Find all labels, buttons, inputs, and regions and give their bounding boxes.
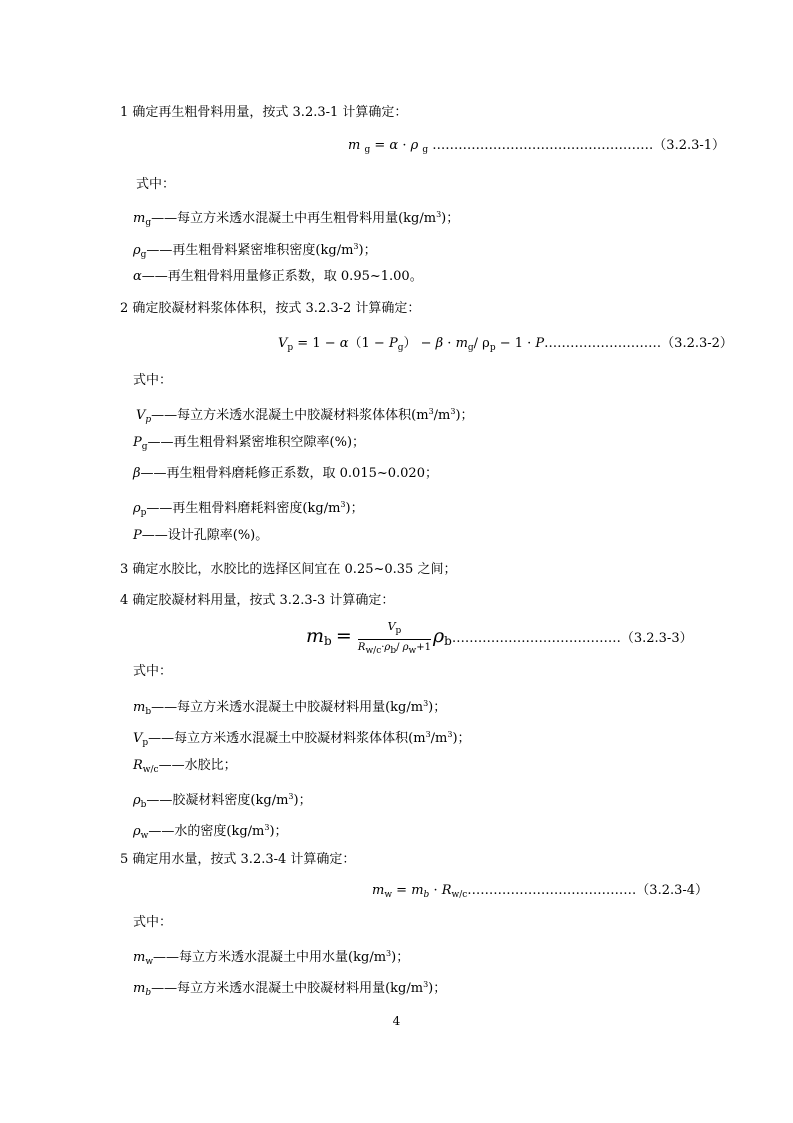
- def-mb-2: $m_b——$每立方米透水混凝土中胶凝材料用量$(kg/m^3)$；: [133, 980, 447, 998]
- leader-dots: ……………………………………………: [432, 138, 654, 153]
- leader-dots: …………………………………: [467, 883, 637, 898]
- equation-3-2-3-2: $V_p = 1 - \alpha(1 - P_g) - \beta \cdot m_g/$ $\rho_p - 1$ · P………………………（3.2.3-2）: [278, 336, 733, 353]
- page-number: 4: [392, 1014, 401, 1028]
- where-label: 式中：: [133, 664, 173, 679]
- def-rho-g: $\rho_g——$再生粗骨料紧密堆积密度$(kg/m^3)$；: [133, 242, 377, 260]
- def-rho-b: $\rho_b——$胶凝材料密度$(kg/m^3)$；: [133, 792, 312, 810]
- equation-number: （3.2.3-3）: [620, 631, 693, 646]
- where-label: 式中：: [136, 177, 176, 192]
- def-rho-p: $\rho_p——$再生粗骨料磨耗料密度$(kg/m^3)$；: [133, 500, 364, 518]
- equation-number: （3.2.3-2）: [661, 336, 733, 351]
- equation-number: （3.2.3-1）: [653, 138, 726, 153]
- item-3-text: 3 确定水胶比，水胶比的选择区间宜在 0.25~0.35 之间；: [120, 562, 457, 577]
- def-mb: $m_b——$每立方米透水混凝土中胶凝材料用量$(kg/m^3)$；: [133, 699, 447, 717]
- equation-3-2-3-4: $m_w = m_b$ · $R_{w/c}\dots\dots\dots\dots\dots\dots\dots\dots\dots\dots\dots\dots\dots(3.2.3-4)$: [372, 883, 709, 900]
- def-vp-2: $V_p——$每立方米透水混凝土中胶凝材料浆体体积$(m^3/m^3)$；: [133, 730, 471, 748]
- def-beta: β——再生粗骨料磨耗修正系数，取 0.015~0.020；: [133, 466, 438, 481]
- item-1-text: 1 确定再生粗骨料用量，按式 3.2.3-1 计算确定：: [120, 105, 408, 120]
- item-4-text: 4 确定胶凝材料用量，按式 3.2.3-3 计算确定：: [120, 593, 395, 608]
- equation-3-2-3-3: $m_b$ = $\frac{V_p}{R_{w/c}\cdot\rho_b/ \rho_w+1}$ $\rho_b\dots\dots\dots\dots\dots\dots\dots\dots\dots\dots\dots\dots\dots(3.2.3-3)$: [306, 619, 693, 656]
- def-pg: $P_g——$再生粗骨料紧密堆积空隙率(%)；: [133, 435, 366, 452]
- item-2-text: 2 确定胶凝材料浆体体积，按式 3.2.3-2 计算确定：: [120, 301, 421, 316]
- where-label: 式中：: [133, 373, 173, 388]
- def-rwc: $R_{w/c}——$水胶比；: [133, 758, 237, 775]
- def-rho-w: $\rho_w——$水的密度$(kg/m^3)$；: [133, 823, 288, 841]
- leader-dots: ………………………: [544, 336, 662, 351]
- equation-number: （3.2.3-4）: [636, 883, 709, 898]
- where-label: 式中：: [133, 915, 173, 930]
- def-mg: $m_g——$每立方米透水混凝土中再生粗骨料用量$(kg/m^3)$；: [133, 210, 460, 228]
- def-mw: $m_w——$每立方米透水混凝土中用水量$(kg/m^3)$；: [133, 949, 410, 967]
- item-5-text: 5 确定用水量，按式 3.2.3-4 计算确定：: [120, 852, 356, 867]
- def-vp: $V_p——$每立方米透水混凝土中胶凝材料浆体体积$(m^3/m^3)$；: [136, 407, 474, 425]
- equation-3-2-3-1: m $_g$ = α · ρ $_g$ ……………………………………………（3.2.3-1）: [348, 138, 726, 155]
- def-p: P——设计孔隙率(%)。: [133, 528, 269, 543]
- leader-dots: …………………………………: [451, 631, 621, 646]
- def-alpha: α——再生粗骨料用量修正系数，取 0.95~1.00。: [133, 269, 423, 284]
